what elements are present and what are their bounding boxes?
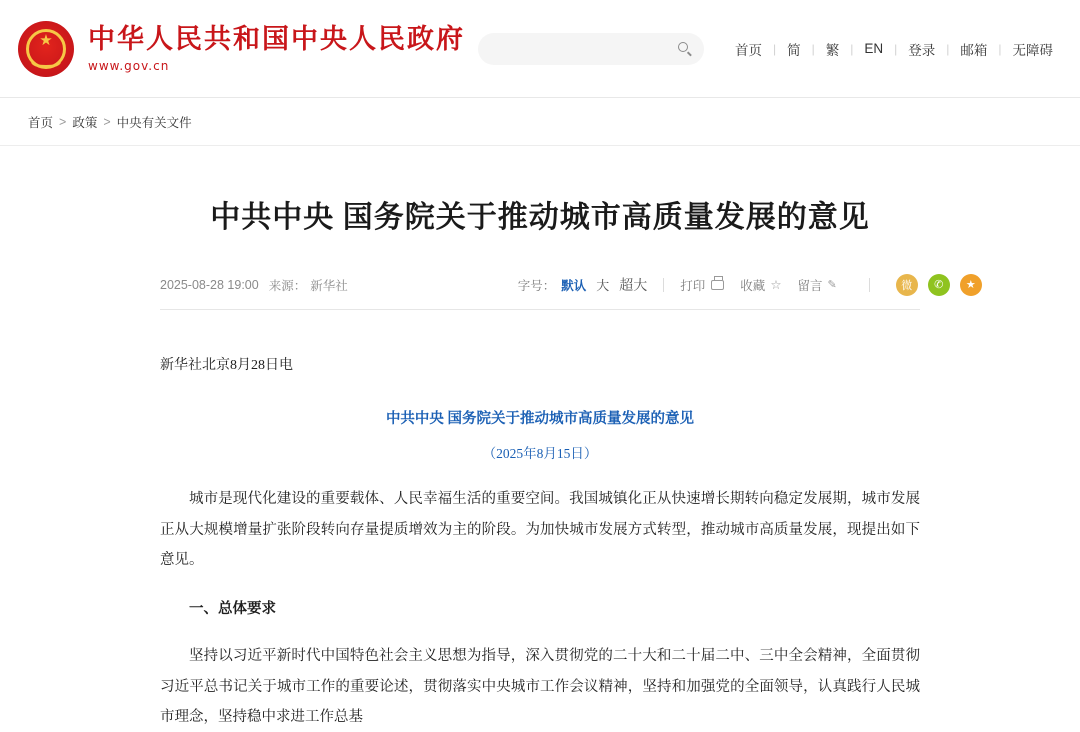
breadcrumb	[0, 98, 1080, 146]
favorite-label: 收藏	[740, 278, 766, 293]
dateline: 新华社北京8月28日电	[160, 358, 293, 373]
article-meta-bar	[160, 272, 976, 310]
nav-separator: |	[946, 41, 950, 56]
meta-divider	[869, 278, 870, 292]
nav-separator: |	[894, 41, 898, 56]
comment-label: 留言	[797, 278, 823, 293]
nav-item-simplified[interactable]: 简	[787, 42, 801, 58]
print-button[interactable]	[680, 276, 724, 294]
publish-datetime: 2025-08-28 19:00	[160, 277, 259, 292]
nav-separator: |	[850, 41, 854, 56]
nav-item-english[interactable]: EN	[864, 41, 884, 56]
nav-separator: |	[998, 41, 1002, 56]
breadcrumb-item-central-documents[interactable]: 中央有关文件	[116, 115, 192, 130]
site-title: 中华人民共和国中央人民政府	[88, 23, 465, 54]
paragraph-1: 城市是现代化建设的重要载体、人民幸福生活的重要空间。我国城镇化正从快速增长期转向稳定发展期，城市发展正从大规模增量扩张阶段转向存量提质增效为主的阶段。为加快城市发展方式转型，推动城市高质量发展，现提出如下意见。	[160, 491, 920, 568]
breadcrumb-item-policy[interactable]: 政策	[72, 115, 98, 130]
page-title: 中共中央 国务院关于推动城市高质量发展的意见	[210, 201, 870, 234]
printer-icon	[711, 280, 724, 290]
nav-separator: |	[772, 41, 777, 56]
search-icon[interactable]	[678, 42, 692, 56]
pencil-icon: ✎	[827, 279, 837, 291]
favorite-share-icon[interactable]: ★	[960, 274, 982, 296]
nav-item-traditional[interactable]: 繁	[825, 42, 840, 58]
fontsize-label: 字号：	[517, 278, 556, 293]
weibo-share-icon[interactable]: 微	[896, 274, 918, 296]
search-input[interactable]	[490, 41, 670, 57]
fontsize-big-button[interactable]: 大	[596, 278, 610, 293]
share-buttons	[886, 274, 982, 296]
section-heading-1: 一、总体要求	[189, 601, 276, 618]
article	[0, 192, 1080, 732]
nav-item-home[interactable]: 首页	[734, 42, 762, 58]
site-brand[interactable]	[18, 21, 465, 77]
document-date: （2025年8月15日）	[482, 446, 598, 462]
nav-separator: |	[811, 41, 815, 56]
favorite-button[interactable]	[740, 276, 781, 294]
breadcrumb-separator: >	[103, 114, 111, 129]
meta-divider	[663, 278, 664, 292]
meta-center-tools	[518, 275, 886, 295]
nav-item-accessibility[interactable]: 无障碍	[1012, 42, 1053, 58]
nav-item-mail[interactable]: 邮箱	[960, 42, 988, 58]
document-heading: 中共中央 国务院关于推动城市高质量发展的意见	[385, 410, 695, 427]
emblem-star-glyph: ★	[39, 31, 53, 49]
nav-item-login[interactable]: 登录	[908, 42, 936, 58]
article-body	[160, 352, 920, 732]
site-domain: www.gov.cn	[88, 59, 170, 74]
header-right	[478, 33, 1064, 65]
source-value: 新华社	[310, 278, 348, 293]
wechat-share-icon[interactable]: ✆	[928, 274, 950, 296]
paragraph-2: 坚持以习近平新时代中国特色社会主义思想为指导，深入贯彻党的二十大和二十届二中、三中全会精神，全面贯彻习近平总书记关于城市工作的重要论述，贯彻落实中央城市工作会议精神，坚持和加强党的全面领导，认真践行人民城市理念，坚持稳中求进工作总基	[160, 648, 920, 725]
national-emblem-icon	[18, 21, 74, 77]
brand-text	[88, 24, 465, 73]
header-nav	[724, 39, 1064, 59]
source-label: 来源：	[268, 278, 307, 293]
comment-button[interactable]	[798, 276, 837, 294]
breadcrumb-separator: >	[59, 114, 67, 129]
site-header	[0, 0, 1080, 98]
search-box[interactable]	[478, 33, 704, 65]
breadcrumb-item-home[interactable]: 首页	[28, 115, 54, 130]
fontsize-huge-button[interactable]: 超大	[619, 276, 648, 293]
fontsize-default-button[interactable]: 默认	[561, 278, 587, 293]
star-icon: ☆	[770, 278, 782, 292]
print-label: 打印	[680, 278, 706, 293]
